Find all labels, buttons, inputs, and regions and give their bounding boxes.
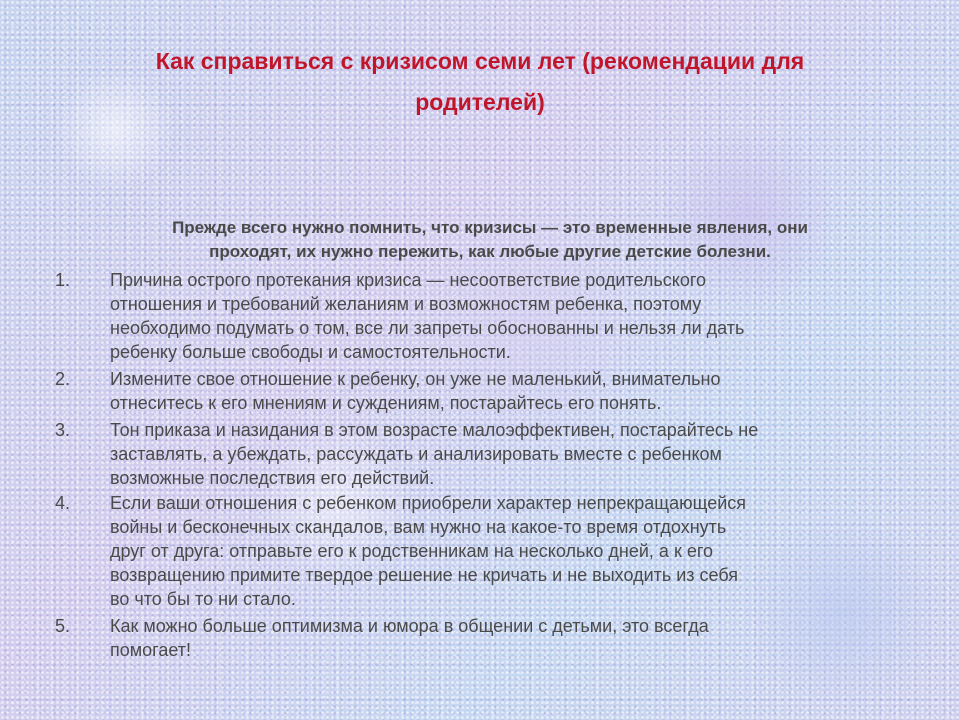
intro-line: Прежде всего нужно помнить, что кризисы — это временные явления, они [172,218,808,237]
list-item-line: заставлять, а убеждать, рассуждать и анализировать вместе с ребенком [110,444,722,464]
list-item-number: 2. [55,369,71,389]
list-item-text [110,491,910,611]
list-item-line: Тон приказа и назидания в этом возрасте малоэффективен, постарайтесь не [110,420,759,440]
list-item-number: 1. [55,270,71,290]
list-item-text [110,268,910,364]
list-item-line: отнеситесь к его мнениям и суждениям, постарайтесь его понять. [110,393,662,413]
list-item-line: возвращению примите твердое решение не кричать и не выходить из себя [110,565,739,585]
list-item-line: Если ваши отношения с ребенком приобрели характер непрекращающейся [110,493,747,513]
list-item-line: во что бы то ни стало. [110,589,296,609]
list-item-line: необходимо подумать о том, все ли запреты обоснованны и нельзя ли дать [110,318,745,338]
list-item-line: ребенку больше свободы и самостоятельности. [110,342,511,362]
list-item-text [110,418,910,490]
list-item-line: отношения и требований желаниям и возможностям ребенка, поэтому [110,294,702,314]
slide-title-line: родителей) [415,89,545,115]
list-item-line: помогает! [110,640,191,660]
list-item-line: возможные последствия его действий. [110,468,435,488]
list-item-line: друг от друга: отправьте его к родственникам на несколько дней, а к его [110,541,714,561]
list-item-number: 5. [55,616,71,636]
intro-line: проходят, их нужно пережить, как любые другие детские болезни. [209,242,771,261]
list-item-line: Причина острого протекания кризиса — несоответствие родительского [110,270,707,290]
list-item-line: Измените свое отношение к ребенку, он уже не маленький, внимательно [110,369,721,389]
list-item-number: 3. [55,420,71,440]
list-item-number: 4. [55,493,71,513]
slide-title-line: Как справиться с кризисом семи лет (рекомендации для [155,48,805,74]
list-item-line: войны и бесконечных скандалов, вам нужно на какое-то время отдохнуть [110,517,727,537]
list-item-line: Как можно больше оптимизма и юмора в общении с детьми, это всегда [110,616,709,636]
list-item-text [110,367,910,415]
list-item-text [110,614,910,662]
